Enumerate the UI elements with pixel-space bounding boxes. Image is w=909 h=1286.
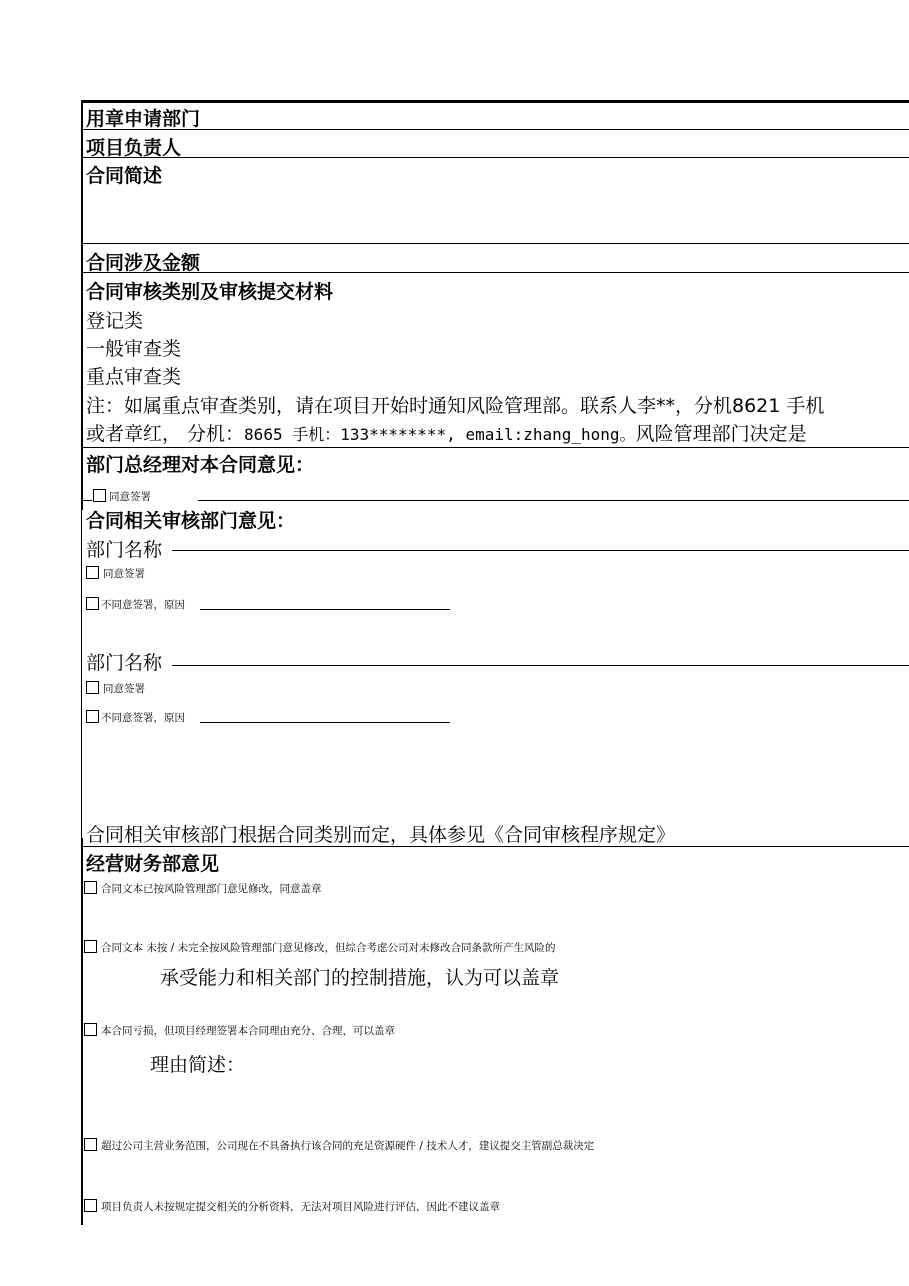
gm-agree-checkbox[interactable]	[93, 489, 106, 502]
dept2-disagree-label: 不同意签署，原因	[101, 712, 185, 724]
category-key-review: 重点审查类	[86, 366, 182, 388]
dept1-reason-field[interactable]	[200, 609, 450, 610]
finance-option1-checkbox[interactable]	[84, 881, 97, 894]
finance-option4-checkbox[interactable]	[84, 1138, 97, 1151]
category-general-review: 一般审查类	[86, 338, 182, 360]
dept1-agree-checkbox[interactable]	[86, 566, 99, 579]
finance-option5-label: 项目负责人未按规定提交相关的分析资料，无法对项目风险进行评估，因此不建议盖章	[101, 1201, 500, 1213]
dept-name-label-1: 部门名称	[86, 539, 163, 561]
finance-option2-checkbox[interactable]	[84, 940, 97, 953]
form-top-border	[82, 100, 909, 103]
finance-option2-continuation: 承受能力和相关部门的控制措施，认为可以盖章	[160, 967, 560, 989]
review-note-line1: 注：如属重点审查类别，请在项目开始时通知风险管理部。联系人李**，分机8621 手机	[86, 395, 825, 417]
finance-option1-label: 合同文本已按风险管理部门意见修改，同意盖章	[101, 883, 322, 895]
dept-name-label-2: 部门名称	[86, 652, 163, 674]
divider	[82, 447, 909, 448]
finance-option4-label: 超过公司主营业务范围，公司现在不具备执行该合同的充足资源硬件 / 技术人才，建议提交主管副总裁决定	[101, 1140, 595, 1152]
related-depts-label: 合同相关审核部门意见：	[86, 510, 296, 532]
gm-signature-line[interactable]	[198, 500, 909, 501]
finance-reason-label: 理由简述：	[150, 1054, 246, 1076]
dept2-disagree-checkbox[interactable]	[86, 710, 99, 723]
review-category-label: 合同审核类别及审核提交材料	[86, 281, 334, 303]
dept1-disagree-checkbox[interactable]	[86, 597, 99, 610]
dept2-agree-checkbox[interactable]	[86, 681, 99, 694]
finance-option3-label: 本合同亏损，但项目经理签署本合同理由充分、合理，可以盖章	[101, 1025, 395, 1037]
dept1-disagree-label: 不同意签署，原因	[101, 599, 185, 611]
contract-summary-label: 合同简述	[86, 165, 163, 187]
form-left-border-upper	[81, 100, 83, 510]
category-registration: 登记类	[86, 310, 144, 332]
dept-name-field-1[interactable]	[172, 550, 909, 551]
gm-opinion-label: 部门总经理对本合同意见：	[86, 454, 315, 476]
project-owner-label: 项目负责人	[86, 137, 182, 159]
divider	[82, 272, 909, 273]
dept-name-field-2[interactable]	[172, 665, 909, 666]
review-note-line2: 或者章红， 分机：8665 手机：133********, email:zhang_hong。风险管理部门决定是	[86, 423, 807, 445]
finance-option5-checkbox[interactable]	[84, 1199, 97, 1212]
finance-option2-label: 合同文本 未按 / 未完全按风险管理部门意见修改，但综合考虑公司对未修改合同条款所产生风险的	[101, 942, 556, 954]
signature-line	[82, 500, 92, 501]
divider	[82, 846, 909, 847]
form-left-border-lower	[81, 838, 83, 1225]
dept2-agree-label: 同意签署	[103, 683, 145, 695]
divider	[82, 243, 909, 244]
contract-amount-label: 合同涉及金额	[86, 252, 201, 274]
form-left-border-middle	[81, 510, 82, 838]
gm-agree-label: 同意签署	[109, 491, 151, 503]
related-depts-note: 合同相关审核部门根据合同类别而定，具体参见《合同审核程序规定》	[86, 824, 676, 846]
divider	[82, 157, 909, 158]
dept2-reason-field[interactable]	[200, 722, 450, 723]
finance-opinion-label: 经营财务部意见	[86, 853, 220, 875]
apply-dept-label: 用章申请部门	[86, 108, 201, 130]
divider	[82, 129, 909, 130]
finance-option3-checkbox[interactable]	[84, 1023, 97, 1036]
dept1-agree-label: 同意签署	[103, 568, 145, 580]
